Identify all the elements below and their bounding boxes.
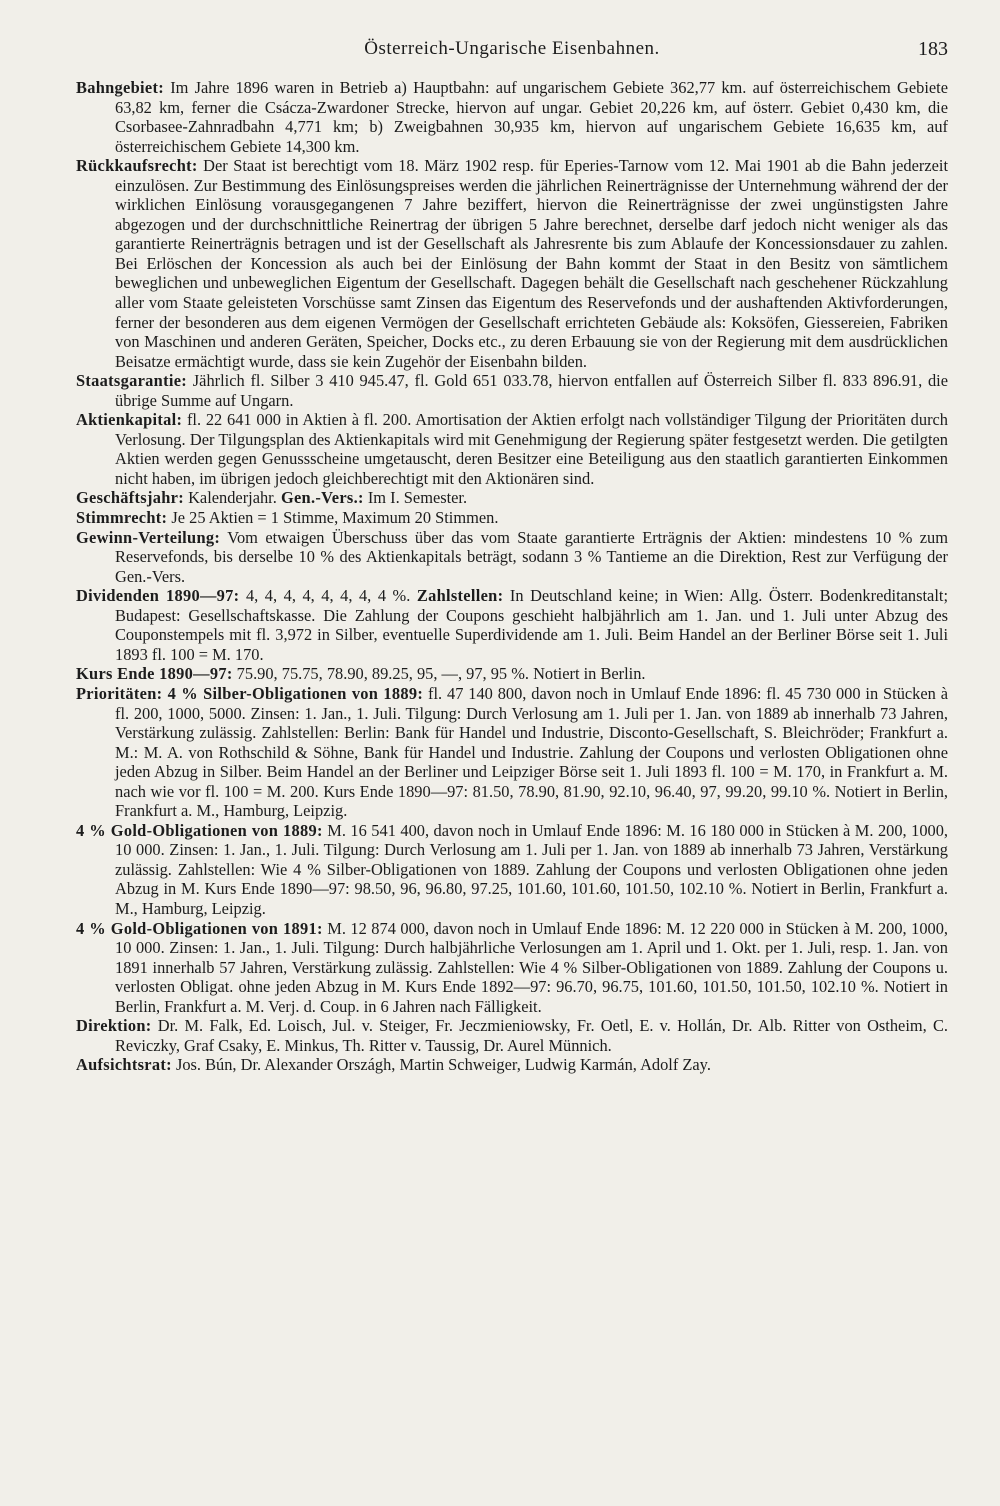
entry-paragraph [76, 488, 948, 508]
entry-text: In Deutschland keine; in Wien: Allg. Österr. Bodenkreditanstalt; Budapest: Gesellschaftskasse. Die Zahlung der Coupons geschieht halbjährlich am 1. Jan. und 1. Juli unter Abzug des Couponstempels mit fl. 3,972 in Silber, eventuelle Superdividende am 1. Juli. Beim Handel an der Berliner Börse seit 1. Juli 1893 fl. 100 = M. 170. [115, 586, 948, 664]
entry-paragraph [76, 528, 948, 587]
entry-text: Kalenderjahr. [184, 488, 281, 508]
running-header [76, 38, 948, 78]
entry-text: 75.90, 75.75, 78.90, 89.25, 95, —, 97, 95 %. Notiert in Berlin. [232, 664, 646, 684]
entry-paragraph [76, 919, 948, 1017]
document-page [76, 38, 948, 1075]
entry-text: M. 16 541 400, davon noch in Umlauf Ende 1896: M. 16 180 000 in Stücken à M. 200, 1000, 10 000. Zinsen: 1. Jan., 1. Juli. Tilgung: Durch Verlosung am 1. Juli per 1. Jan. von 1889 ab innerhalb 73 Jahren, Verstärkung zulässig. Zahlstellen: Wie 4 % Silber-Obligationen von 1889. Zahlung der Coupons und verlosten Obligationen ohne jeden Abzug in M. Kurs Ende 1890—97: 98.50, 96, 96.80, 97.25, 101.60, 101.60, 101.50, 102.10 %. Notiert in Berlin, Frankfurt a. M., Hamburg, Leipzig. [115, 820, 948, 918]
entry-paragraph [76, 586, 948, 664]
entry-paragraph [76, 78, 948, 156]
entry-lead: Aktienkapital: [76, 410, 183, 430]
entry-text: Jos. Bún, Dr. Alexander Országh, Martin Schweiger, Ludwig Karmán, Adolf Zay. [171, 1055, 711, 1075]
entry-lead: Staatsgarantie: [76, 371, 188, 391]
entry-lead: Aufsichtsrat: [76, 1055, 172, 1075]
entry-lead: Bahngebiet: [76, 78, 164, 97]
entry-text: fl. 47 140 800, davon noch in Umlauf Ende 1896: fl. 45 730 000 in Stücken à fl. 200, 1000, 5000. Zinsen: 1. Jan., 1. Juli. Tilgung: Durch Verlosung am 1. Juli per 1. Jan. von 1889 ab innerhalb 73 Jahren, Verstärkung zulässig. Zahlstellen: Berlin: Bank für Handel und Industrie, Disconto-Gesellschaft, S. Bleichröder; Frankfurt a. M.: M. A. von Rothschild & Söhne, Bank für Handel und Industrie. Zahlung der Coupons und verlosten Obligationen ohne jeden Abzug in Silber. Beim Handel an der Berliner und Leipziger Börse seit 1. Juli 1893 fl. 100 = M. 170, in Frankfurt a. M. nach wie vor fl. 100 = M. 200. Kurs Ende 1890—97: 81.50, 78.90, 81.90, 92.10, 96.40, 97, 99.20, 99.10 %. Notiert in Berlin, Frankfurt a. M., Hamburg, Leipzig. [115, 683, 948, 821]
entry-lead: Geschäftsjahr: [76, 488, 184, 508]
entry-lead: Direktion: [76, 1016, 152, 1036]
entry-paragraph [76, 1055, 948, 1075]
entry-text: Je 25 Aktien = 1 Stimme, Maximum 20 Stimmen. [167, 508, 499, 528]
entry-text: Vom etwaigen Überschuss über das vom Staate garantierte Erträgnis der Aktien: mindestens 10 % zum Reservefonds, bis derselbe 10 % des Aktienkapitals beträgt, sodann 3 % Tantieme an die Direktion, Rest zur Verfügung der Gen.-Vers. [115, 527, 948, 586]
entry-lead: Stimmrecht: [76, 508, 168, 528]
entry-paragraph [76, 156, 948, 371]
entry-paragraph [76, 684, 948, 821]
entry-lead: 4 % Gold-Obligationen von 1891: [76, 918, 323, 938]
entry-text: Im Jahre 1896 waren in Betrieb a) Hauptbahn: auf ungarischem Gebiete 362,77 km. auf österreichischem Gebiete 63,82 km, ferner die Csácza-Zwardoner Strecke, hiervon auf ungar. Gebiet 20,226 km, auf österr. Gebiet 0,430 km, die Csorbasee-Zahnradbahn 4,771 km; b) Zweigbahnen 30,935 km, hiervon auf ungarischem Gebiete 16,635 km, auf österreichischem Gebiete 14,300 km. [115, 78, 948, 156]
entry-text: Jährlich fl. Silber 3 410 945.47, fl. Gold 651 033.78, hiervon entfallen auf Österreich Silber fl. 833 896.91, die übrige Summe auf Ungarn. [115, 371, 948, 410]
entry-text: 4, 4, 4, 4, 4, 4, 4, 4 %. [239, 586, 417, 606]
entry-paragraph [76, 1016, 948, 1055]
entry-lead: Gen.-Vers.: [280, 488, 364, 508]
entry-paragraph [76, 664, 948, 684]
entry-paragraph [76, 410, 948, 488]
entries-list [76, 78, 948, 1075]
entry-lead: Rückkaufsrecht: [76, 156, 198, 176]
entry-paragraph [76, 508, 948, 528]
entry-lead: Dividenden 1890—97: [76, 586, 240, 606]
entry-paragraph [76, 821, 948, 919]
entry-text: Im I. Semester. [363, 488, 468, 508]
entry-text: Dr. M. Falk, Ed. Loisch, Jul. v. Steiger, Fr. Jeczmieniowsky, Fr. Oetl, E. v. Hollán, Dr. Alb. Ritter von Ostheim, C. Reviczky, Graf Csaky, E. Minkus, Th. Ritter v. Taussig, Dr. Aurel Münnich. [115, 1016, 948, 1055]
entry-text: M. 12 874 000, davon noch in Umlauf Ende 1896: M. 12 220 000 in Stücken à M. 200, 1000, 10 000. Zinsen: 1. Jan., 1. Juli. Tilgung: Durch halbjährliche Verlosungen am 1. April und 1. Okt. per 1. Juli, resp. 1. Jan. von 1891 innerhalb 57 Jahren, Verstärkung zulässig. Zahlstellen: Wie 4 % Silber-Obligationen von 1889. Zahlung der Coupons u. verlosten Obligat. ohne jeden Abzug in M. Kurs Ende 1892—97: 96.70, 96.75, 101.60, 101.50, 101.50, 102.10 %. Notiert in Berlin, Frankfurt a. M. Verj. d. Coup. in 6 Jahren nach Fälligkeit. [115, 918, 948, 1016]
entry-text: Der Staat ist berechtigt vom 18. März 1902 resp. für Eperies-Tarnow vom 12. Mai 1901 ab die Bahn jederzeit einzulösen. Zur Bestimmung des Einlösungspreises werden die jährlichen Reinerträgnisse der Unternehmung während der der wirklichen Einlösung vorausgegangenen 7 Jahre beziffert, hiervon die Reinerträgnisse der zwei ungünstigsten Jahre abgezogen und der durchschnittliche Reinertrag der übrigen 5 Jahre berechnet, derselbe darf jedoch nicht weniger als das garantierte Reinerträgnis betragen und ist der Gesellschaft als Jahresrente bis zum Ablaufe der Koncessionsdauer zu zahlen. Bei Erlöschen der Koncession als auch bei der Einlösung der Bahn kommt der Staat in den Besitz von sämtlichem beweglichen und unbeweglichen Eigentum der Gesellschaft. Dagegen behält die Gesellschaft nach geschehener Rückzahlung aller vom Staate geleisteten Vorschüsse samt Zinsen das Eigentum des Reservefonds und der aushaftenden Aktivforderungen, ferner der besonderen aus dem eigenen Vermögen der Gesellschaft errichteten Gebäude als: Koksöfen, Giessereien, Fabriken von Maschinen und anderen Geräten, Speicher, Docks etc., zu deren Erbauung sie von der Regierung mit dem ausdrücklichen Beisatze ermächtigt wurde, dass sie kein Zugehör der Eisenbahn bilden. [115, 156, 948, 371]
entry-lead: Zahlstellen: [416, 586, 504, 606]
entry-lead: 4 % Gold-Obligationen von 1889: [76, 820, 323, 840]
entry-paragraph [76, 371, 948, 410]
entry-lead: Gewinn-Verteilung: [76, 527, 221, 547]
entry-lead: Prioritäten: 4 % Silber-Obligationen von 1889: [76, 683, 424, 703]
page-title: Österreich-Ungarische Eisenbahnen. [364, 38, 660, 59]
entry-lead: Kurs Ende 1890—97: [76, 664, 233, 684]
entry-text: fl. 22 641 000 in Aktien à fl. 200. Amortisation der Aktien erfolgt nach vollständiger Tilgung der Prioritäten durch Verlosung. Der Tilgungsplan des Aktienkapitals wird mit Genehmigung der Regierung später festgesetzt werden. Die getilgten Aktien werden gegen Genussscheine umgetauscht, deren Besitzer eine Beteiligung aus den staatlich garantierten Einkommen nicht haben, im übrigen jedoch gleichberechtigt mit den Aktionären sind. [115, 410, 948, 488]
page-number: 183 [918, 38, 948, 60]
